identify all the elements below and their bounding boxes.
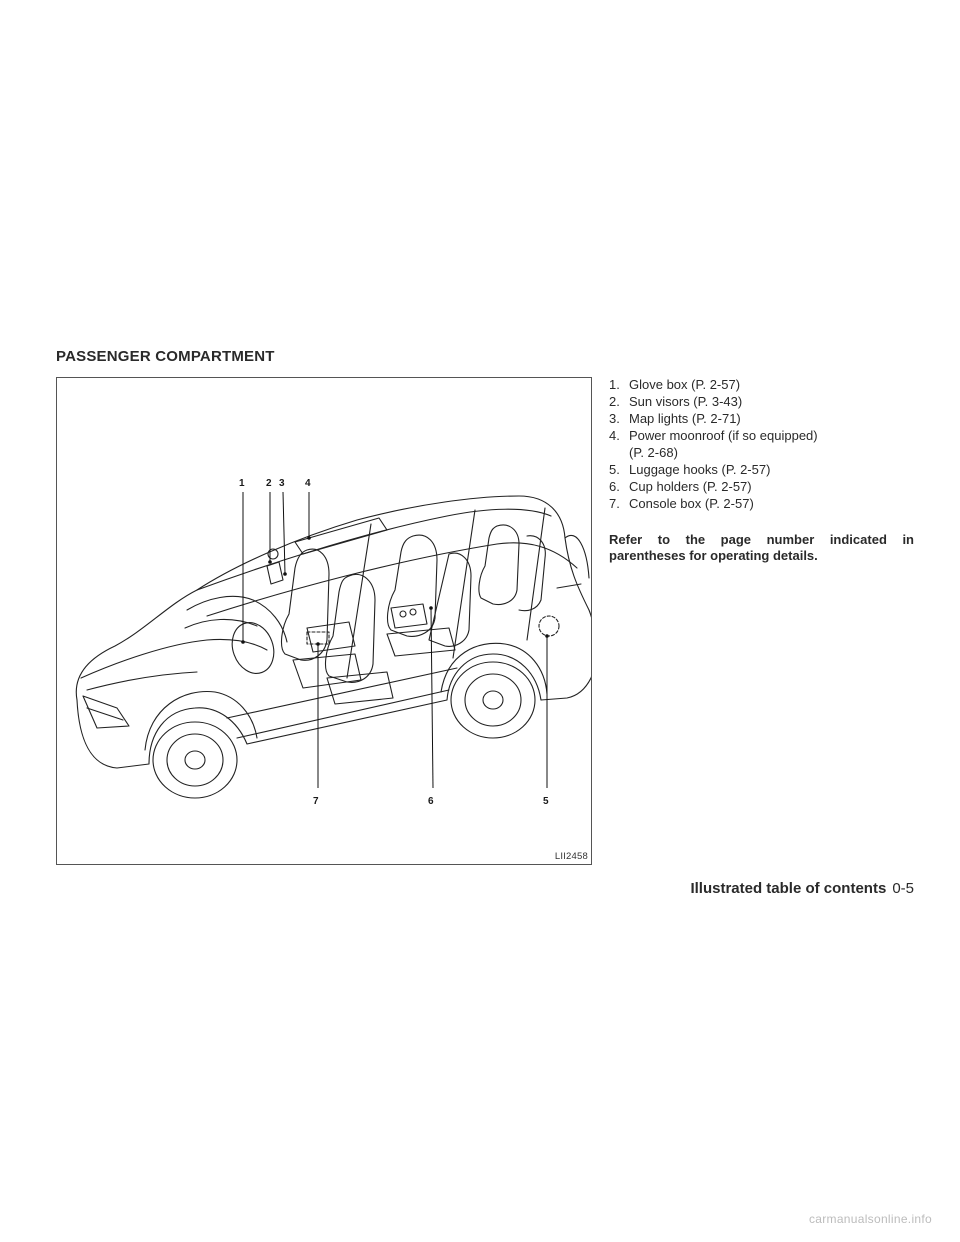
rocker-panel <box>237 690 449 738</box>
legend-item <box>609 376 914 393</box>
front-grille <box>83 696 129 728</box>
rear-wheel <box>451 662 535 738</box>
footer-section-title: Illustrated table of contents <box>690 880 887 897</box>
callout-5: 5 <box>543 796 549 807</box>
legend-number: 6. <box>609 479 620 494</box>
legend-item <box>609 495 914 512</box>
legend-item <box>609 427 914 444</box>
legend-number: 2. <box>609 394 620 409</box>
second-row-seat <box>388 535 437 636</box>
legend-text: Glove box (P. 2-57) <box>629 377 741 392</box>
legend-number: 5. <box>609 462 620 477</box>
legend-text: Map lights (P. 2-71) <box>629 411 741 426</box>
center-console <box>307 622 355 652</box>
callout-7: 7 <box>313 796 319 807</box>
legend-text: Sun visors (P. 3-43) <box>629 394 743 409</box>
vehicle-cutaway-drawing <box>57 378 591 864</box>
roof-line <box>197 509 551 590</box>
legend-number: 7. <box>609 496 620 511</box>
legend-number: 3. <box>609 411 620 426</box>
front-wheel <box>153 722 237 798</box>
legend-number: 1. <box>609 377 620 392</box>
legend-text: Cup holders (P. 2-57) <box>629 479 752 494</box>
passenger-compartment-illustration <box>56 377 592 865</box>
legend-number: 4. <box>609 428 620 443</box>
b-pillar <box>347 524 371 678</box>
legend-text: Luggage hooks (P. 2-57) <box>629 462 771 477</box>
legend-list <box>609 376 914 512</box>
section-title: PASSENGER COMPARTMENT <box>56 348 275 365</box>
cup-holder-armrest <box>391 604 427 628</box>
legend-text: Power moonroof (if so equipped) <box>629 428 818 443</box>
page-footer <box>690 880 914 897</box>
callout-4: 4 <box>305 478 311 489</box>
operating-details-note: Refer to the page number indicated in parentheses for operating details. <box>609 532 914 563</box>
watermark: carmanualsonline.info <box>808 1212 932 1226</box>
legend-text: (P. 2-68) <box>629 445 678 460</box>
hood <box>81 639 267 678</box>
steering-wheel <box>225 617 280 680</box>
legend-item-continuation <box>609 444 914 461</box>
luggage-hook-marker <box>539 616 559 636</box>
third-row-seat <box>479 525 519 605</box>
legend-item <box>609 461 914 478</box>
page-number: 0-5 <box>892 880 914 897</box>
callout-6: 6 <box>428 796 434 807</box>
figure-id: LII2458 <box>554 851 588 862</box>
dashboard <box>187 596 287 642</box>
legend-item <box>609 478 914 495</box>
legend-item <box>609 393 914 410</box>
sun-visor <box>267 562 283 584</box>
callout-2: 2 <box>266 478 272 489</box>
callout-1: 1 <box>239 478 245 489</box>
callout-3: 3 <box>279 478 285 489</box>
legend-item <box>609 410 914 427</box>
legend-text: Console box (P. 2-57) <box>629 496 754 511</box>
